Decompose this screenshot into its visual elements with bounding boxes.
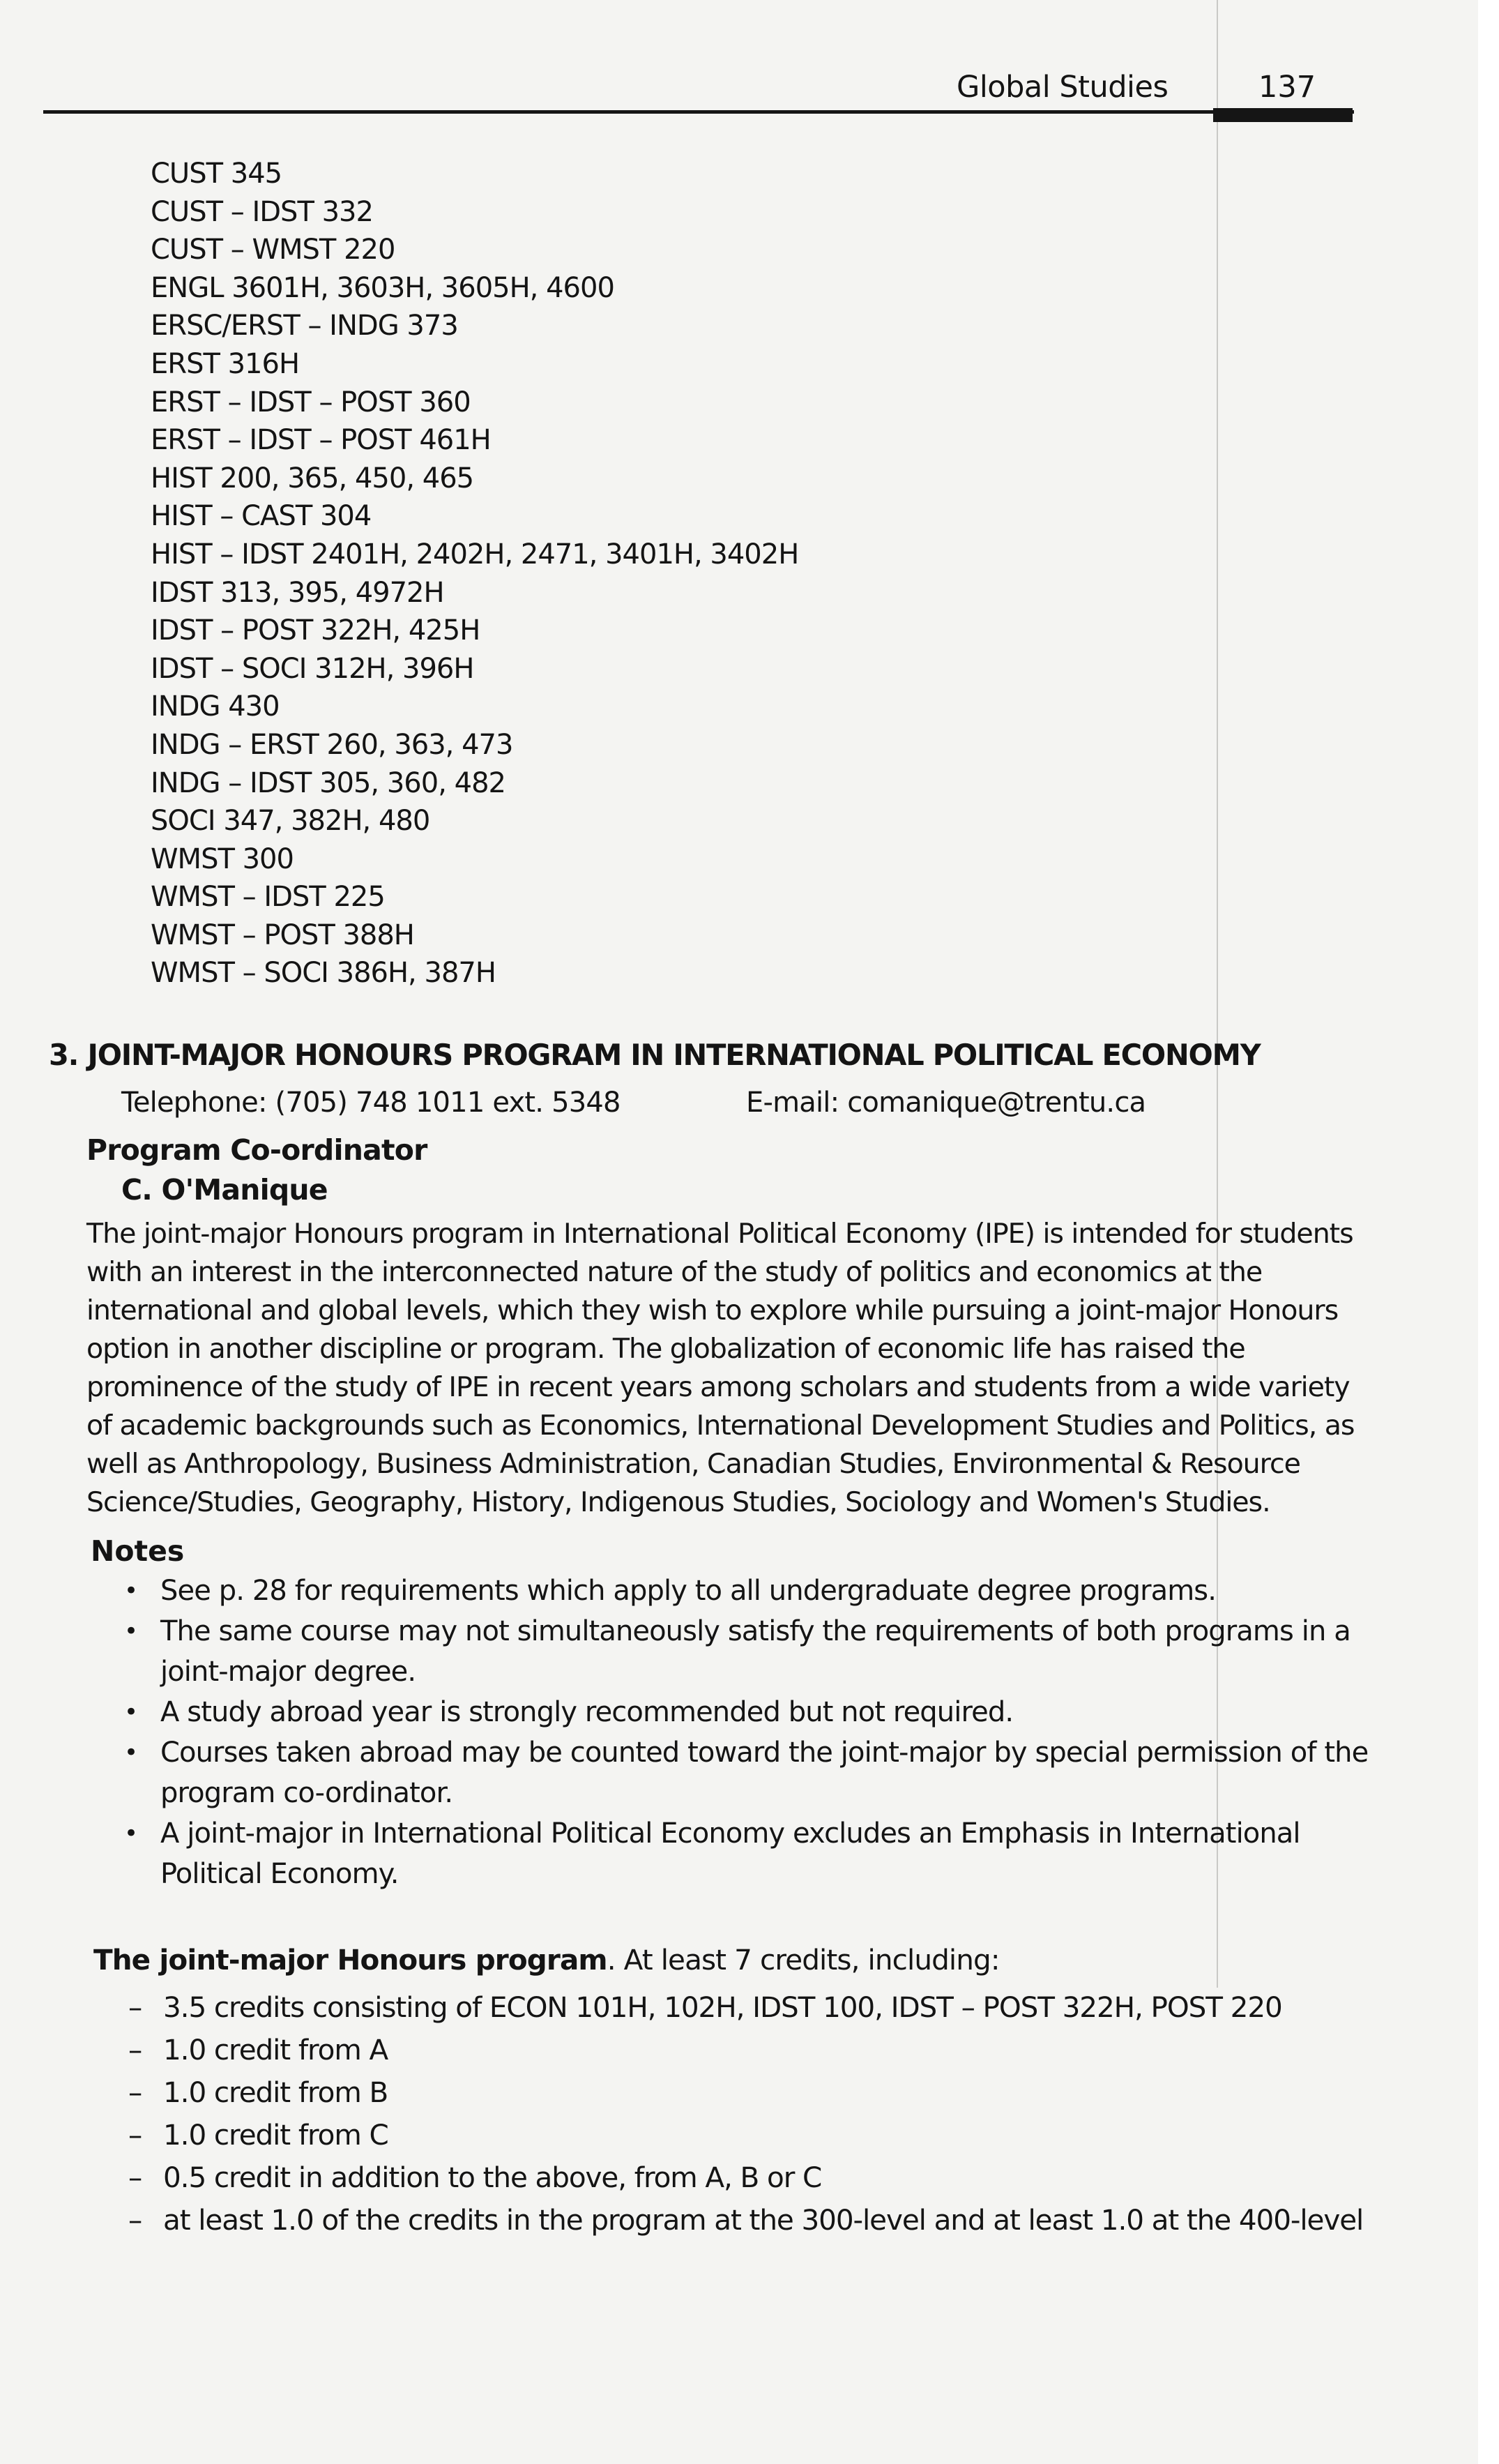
- requirement-item: [128, 2029, 1363, 2071]
- requirement-item: [128, 2199, 1364, 2242]
- requirement-text: at least 1.0 of the credits in the program at the 300-level and at least 1.0 at the 400-level: [163, 2203, 1364, 2237]
- course-list-item: SOCI 347, 382H, 480: [151, 805, 430, 838]
- course-list-item: ENGL 3601H, 3603H, 3605H, 4600: [151, 271, 614, 304]
- dash-bullet: –: [128, 2076, 142, 2109]
- course-list-item: CUST – IDST 332: [151, 195, 373, 228]
- telephone: Telephone: (705) 748 1011 ext. 5348: [121, 1087, 621, 1119]
- course-list-item: ERST 316H: [151, 347, 300, 380]
- requirement-text: 3.5 credits consisting of ECON 101H, 102H, IDST 100, IDST – POST 322H, POST 220: [163, 1990, 1282, 2024]
- course-list: [151, 155, 798, 992]
- course-list-item: IDST 313, 395, 4972H: [151, 576, 444, 609]
- description-line: international and global levels, which they wish to explore while pursuing a joint-major Honours: [86, 1294, 1339, 1327]
- requirements-list: [128, 1986, 1364, 2242]
- program-requirements-intro: [93, 1943, 1000, 1977]
- course-list-item: IDST – SOCI 312H, 396H: [151, 652, 474, 685]
- requirement-item: [128, 2114, 1363, 2156]
- notes-list: [124, 1571, 1369, 1894]
- dash-bullet: –: [128, 2203, 142, 2237]
- note-text: A study abroad year is strongly recommended but not required.: [160, 1696, 1014, 1728]
- note-text: Courses taken abroad may be counted toward the joint-major by special permission of the: [160, 1737, 1369, 1769]
- requirement-text: 1.0 credit from A: [163, 2033, 388, 2066]
- course-list-item: HIST 200, 365, 450, 465: [151, 462, 474, 494]
- course-list-item: CUST 345: [151, 158, 282, 190]
- bullet-icon: •: [124, 1820, 138, 1847]
- requirement-text: 0.5 credit in addition to the above, from A, B or C: [163, 2161, 822, 2194]
- note-text: joint-major degree.: [160, 1656, 416, 1688]
- requirement-item: [128, 1986, 1363, 2029]
- note-line: [124, 1611, 1368, 1652]
- requirement-item: [128, 2156, 1363, 2199]
- bullet-icon: •: [124, 1698, 138, 1726]
- bullet-icon: •: [124, 1617, 138, 1645]
- course-list-item: ERSC/ERST – INDG 373: [151, 310, 458, 342]
- course-list-item: INDG – ERST 260, 363, 473: [151, 728, 513, 761]
- course-list-item: WMST 300: [151, 842, 294, 875]
- course-list-item: INDG 430: [151, 690, 280, 723]
- note-line: [160, 1652, 1368, 1692]
- course-list-item: ERST – IDST – POST 360: [151, 386, 471, 418]
- description-line: The joint-major Honours program in International Political Economy (IPE) is intended for students: [86, 1218, 1353, 1250]
- note-text: The same course may not simultaneously satisfy the requirements of both programs in a: [160, 1615, 1350, 1647]
- running-title: Global Studies: [957, 70, 1169, 105]
- email: E-mail: comanique@trentu.ca: [746, 1087, 1146, 1119]
- course-list-item: CUST – WMST 220: [151, 234, 395, 266]
- note-line: [160, 1773, 1368, 1813]
- page-number: 137: [1258, 70, 1316, 105]
- description-line: Science/Studies, Geography, History, Indigenous Studies, Sociology and Women's Studies.: [86, 1486, 1270, 1518]
- program-credit-summary: . At least 7 credits, including:: [607, 1943, 1000, 1977]
- bullet-icon: •: [124, 1739, 138, 1767]
- program-description: [86, 1215, 1354, 1522]
- course-list-item: ERST – IDST – POST 461H: [151, 424, 491, 457]
- dash-bullet: –: [128, 1990, 142, 2024]
- dash-bullet: –: [128, 2161, 142, 2194]
- description-line: prominence of the study of IPE in recent years among scholars and students from a wide variety: [86, 1371, 1350, 1403]
- course-list-item: WMST – SOCI 386H, 387H: [151, 957, 496, 990]
- course-list-item: WMST – POST 388H: [151, 919, 414, 951]
- notes-heading: Notes: [91, 1534, 185, 1568]
- note-line: [160, 1854, 1368, 1894]
- course-list-item: WMST – IDST 225: [151, 881, 385, 914]
- note-text: Political Economy.: [160, 1858, 399, 1890]
- section-heading: 3. JOINT-MAJOR HONOURS PROGRAM IN INTERNATIONAL POLITICAL ECONOMY: [49, 1038, 1261, 1072]
- description-line: with an interest in the interconnected nature of the study of politics and economics at the: [86, 1256, 1263, 1288]
- note-line: [124, 1692, 1368, 1732]
- header-thumb-tab: [1213, 108, 1353, 122]
- bullet-icon: •: [124, 1577, 138, 1605]
- requirement-text: 1.0 credit from C: [163, 2118, 388, 2152]
- course-list-item: IDST – POST 322H, 425H: [151, 614, 480, 647]
- description-line: well as Anthropology, Business Administration, Canadian Studies, Environmental & Resource: [86, 1448, 1300, 1480]
- page-edge: [1478, 0, 1499, 2464]
- requirement-item: [128, 2071, 1363, 2114]
- course-list-item: INDG – IDST 305, 360, 482: [151, 766, 505, 799]
- note-text: A joint-major in International Political Economy excludes an Emphasis in International: [160, 1817, 1300, 1850]
- requirement-text: 1.0 credit from B: [163, 2076, 388, 2109]
- dash-bullet: –: [128, 2118, 142, 2152]
- note-line: [124, 1813, 1368, 1854]
- dash-bullet: –: [128, 2033, 142, 2066]
- note-line: [124, 1732, 1369, 1773]
- course-list-item: HIST – IDST 2401H, 2402H, 2471, 3401H, 3402H: [151, 538, 799, 570]
- note-line: [124, 1571, 1368, 1611]
- note-text: See p. 28 for requirements which apply to all undergraduate degree programs.: [160, 1575, 1217, 1607]
- coordinator-label: Program Co-ordinator: [86, 1133, 427, 1167]
- course-list-item: HIST – CAST 304: [151, 500, 372, 533]
- description-line: of academic backgrounds such as Economics, International Development Studies and Politics, as: [86, 1409, 1355, 1442]
- note-text: program co-ordinator.: [160, 1777, 453, 1809]
- description-line: option in another discipline or program. The globalization of economic life has raised the: [86, 1333, 1245, 1365]
- program-title: The joint-major Honours program: [93, 1943, 607, 1977]
- header-rule: [43, 110, 1354, 114]
- coordinator-name: C. O'Manique: [121, 1173, 328, 1207]
